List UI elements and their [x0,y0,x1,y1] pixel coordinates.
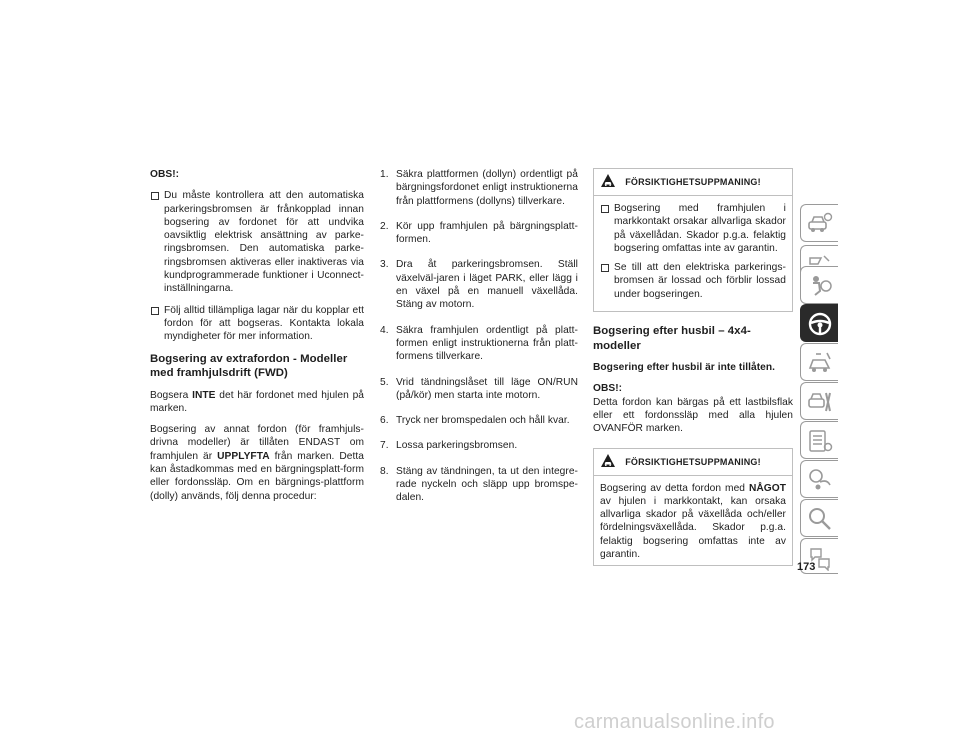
text: från marken. Detta kan åstadkommas med en bärgningsplatt-form eller fordonssläp. Om en bärgnings-plattform (dolly) används, följ denna procedur: [150,450,364,502]
text: Bogsering av detta fordon med [600,482,749,494]
page-number: 173 [797,561,816,573]
side-tab-safety[interactable] [800,266,838,304]
paragraph [150,389,364,416]
step-text: Dra åt parkeringsbromsen. Ställ växelväl-jaren i läget PARK, eller lägg i en växel på en manuell växellåda. Stäng av motorn. [396,259,578,311]
note-text: Detta fordon kan bärgas på ett lastbilsflak eller ett fordonssläp med alla hjulen OVANFÖR marken. [593,396,793,435]
step-number: 2. [380,220,389,232]
warning-box [593,168,793,312]
bullet-box-icon [601,264,609,272]
warning-header [594,169,792,196]
car-info-icon [807,211,833,237]
bullet-box-icon [601,205,609,213]
search-index-icon [807,506,833,532]
step-text: Vrid tändningslåset till läge ON/RUN (på/kör) men starta inte motorn. [396,376,578,401]
warning-body [594,476,792,566]
procedure-steps [380,168,578,505]
step-text: Kör upp framhjulen på bärgningsplatt-formen. [396,220,578,246]
bullet-box-icon [151,307,159,315]
step-text: Säkra plattformen (dollyn) ordentligt på bärgningsfordonet enligt instruktionerna från plattformens (dollyns) tillverkare. [396,169,578,207]
sub-heading: Bogsering efter husbil är inte tillåten. [593,362,776,374]
procedure-step [380,220,578,247]
note-bullet-text: Du måste kontrollera att den automatiska parkeringsbromsen är frånkopplad innan bogsering av fordonet för att undvika oavsiktlig elektrisk ansättning av parke-ringsbromsen. Den automatiska parke-ringsbromsen aktiveras eller inaktiveras via kundprogrammerade funktioner i Uconnect-inställningarna. [164,190,364,295]
warning-bullet [600,261,786,301]
bullet-box-icon [151,192,159,200]
procedure-step [380,324,578,364]
text: Bogsera [150,389,193,401]
step-text: Säkra framhjulen ordentligt på platt-formen enligt instruktionerna från platt-formens tillverkare. [396,324,578,363]
side-tab-index[interactable] [800,499,838,537]
step-text: Stäng av tändningen, ta ut den integre-rade nyckeln och släpp upp bromspe-dalen. [396,465,578,504]
side-tab-service[interactable] [800,382,838,420]
warning-bullet [600,202,786,255]
side-tab-driving[interactable] [800,304,838,342]
step-number: 8. [380,465,389,477]
service-tools-icon [807,389,833,415]
note-title: OBS!: [593,383,623,395]
warning-title: FÖRSIKTIGHETSUPPMANING! [625,456,761,467]
note-title: OBS!: [150,169,180,180]
warning-text [600,482,786,562]
text: det här fordonet med hjulen på marken. [150,389,364,414]
warning-bullet-text: Se till att den elektriska parkerings-bromsen är lossad och förblir lossad under bogseringen. [614,262,786,300]
step-number: 1. [380,169,389,180]
step-text: Tryck ner bromspedalen och håll kvar. [396,415,570,427]
side-tab-car-info[interactable] [800,204,838,242]
warning-header [594,449,792,476]
steering-wheel-icon [807,311,833,337]
procedure-step [380,168,578,208]
warning-body [594,196,792,311]
paragraph [150,423,364,503]
warning-box [593,448,793,567]
multimedia-icon [807,467,833,493]
side-tab-specifications[interactable] [800,421,838,459]
emphasis: UPPLYFTA [217,450,270,462]
step-number: 4. [380,324,389,336]
watermark-text: carmanualsonline.info [574,711,775,733]
text: av hjulen i markkontakt, kan orsaka allvarliga skador på växellåda och/eller fördelningsväxellåda. Skador p.g.a. felaktig bogsering omfattas inte av garantin. [600,495,786,561]
note-bullet-text: Följ alltid tillämpliga lagar när du kopplar ett fordon för att bogseras. Kontakta lokala myndigheter för mer information. [164,304,364,343]
procedure-step [380,376,578,403]
section-heading-fwd: Bogsering av extrafordon - Modeller med framhjulsdrift (FWD) [150,352,348,380]
step-number: 7. [380,440,389,452]
procedure-step [380,258,578,311]
side-tab-emergency[interactable] [800,343,838,381]
step-number: 6. [380,415,389,427]
middle-column [380,168,578,517]
side-tab-multimedia[interactable] [800,460,838,498]
section-heading-4x4: Bogsering efter husbil – 4x4-modeller [593,325,751,352]
left-column [150,168,364,511]
note-bullet [150,189,364,295]
note-bullet [150,304,364,344]
emphasis: NÅGOT [748,482,786,494]
step-text: Lossa parkeringsbromsen. [396,440,518,452]
warning-title: FÖRSIKTIGHETSUPPMANING! [625,177,761,187]
text: Bogsering av annat fordon (för framhjuls-drivna modeller) är tillåten ENDAST om framhjulen är [150,424,364,462]
procedure-step [380,439,578,452]
specifications-list-icon [807,428,833,454]
step-number: 3. [380,259,389,271]
safety-airbag-icon [807,273,833,299]
emphasis: INTE [192,389,216,401]
procedure-step [380,465,578,505]
warning-bullet-text: Bogsering med framhjulen i markkontakt orsakar allvarliga skador på växellådan. Skador p.g.a. felaktig bogsering omfattas inte av garantin. [614,203,786,254]
emergency-car-icon [807,350,833,376]
step-number: 5. [380,376,389,388]
procedure-step [380,414,578,427]
right-column [593,168,793,566]
